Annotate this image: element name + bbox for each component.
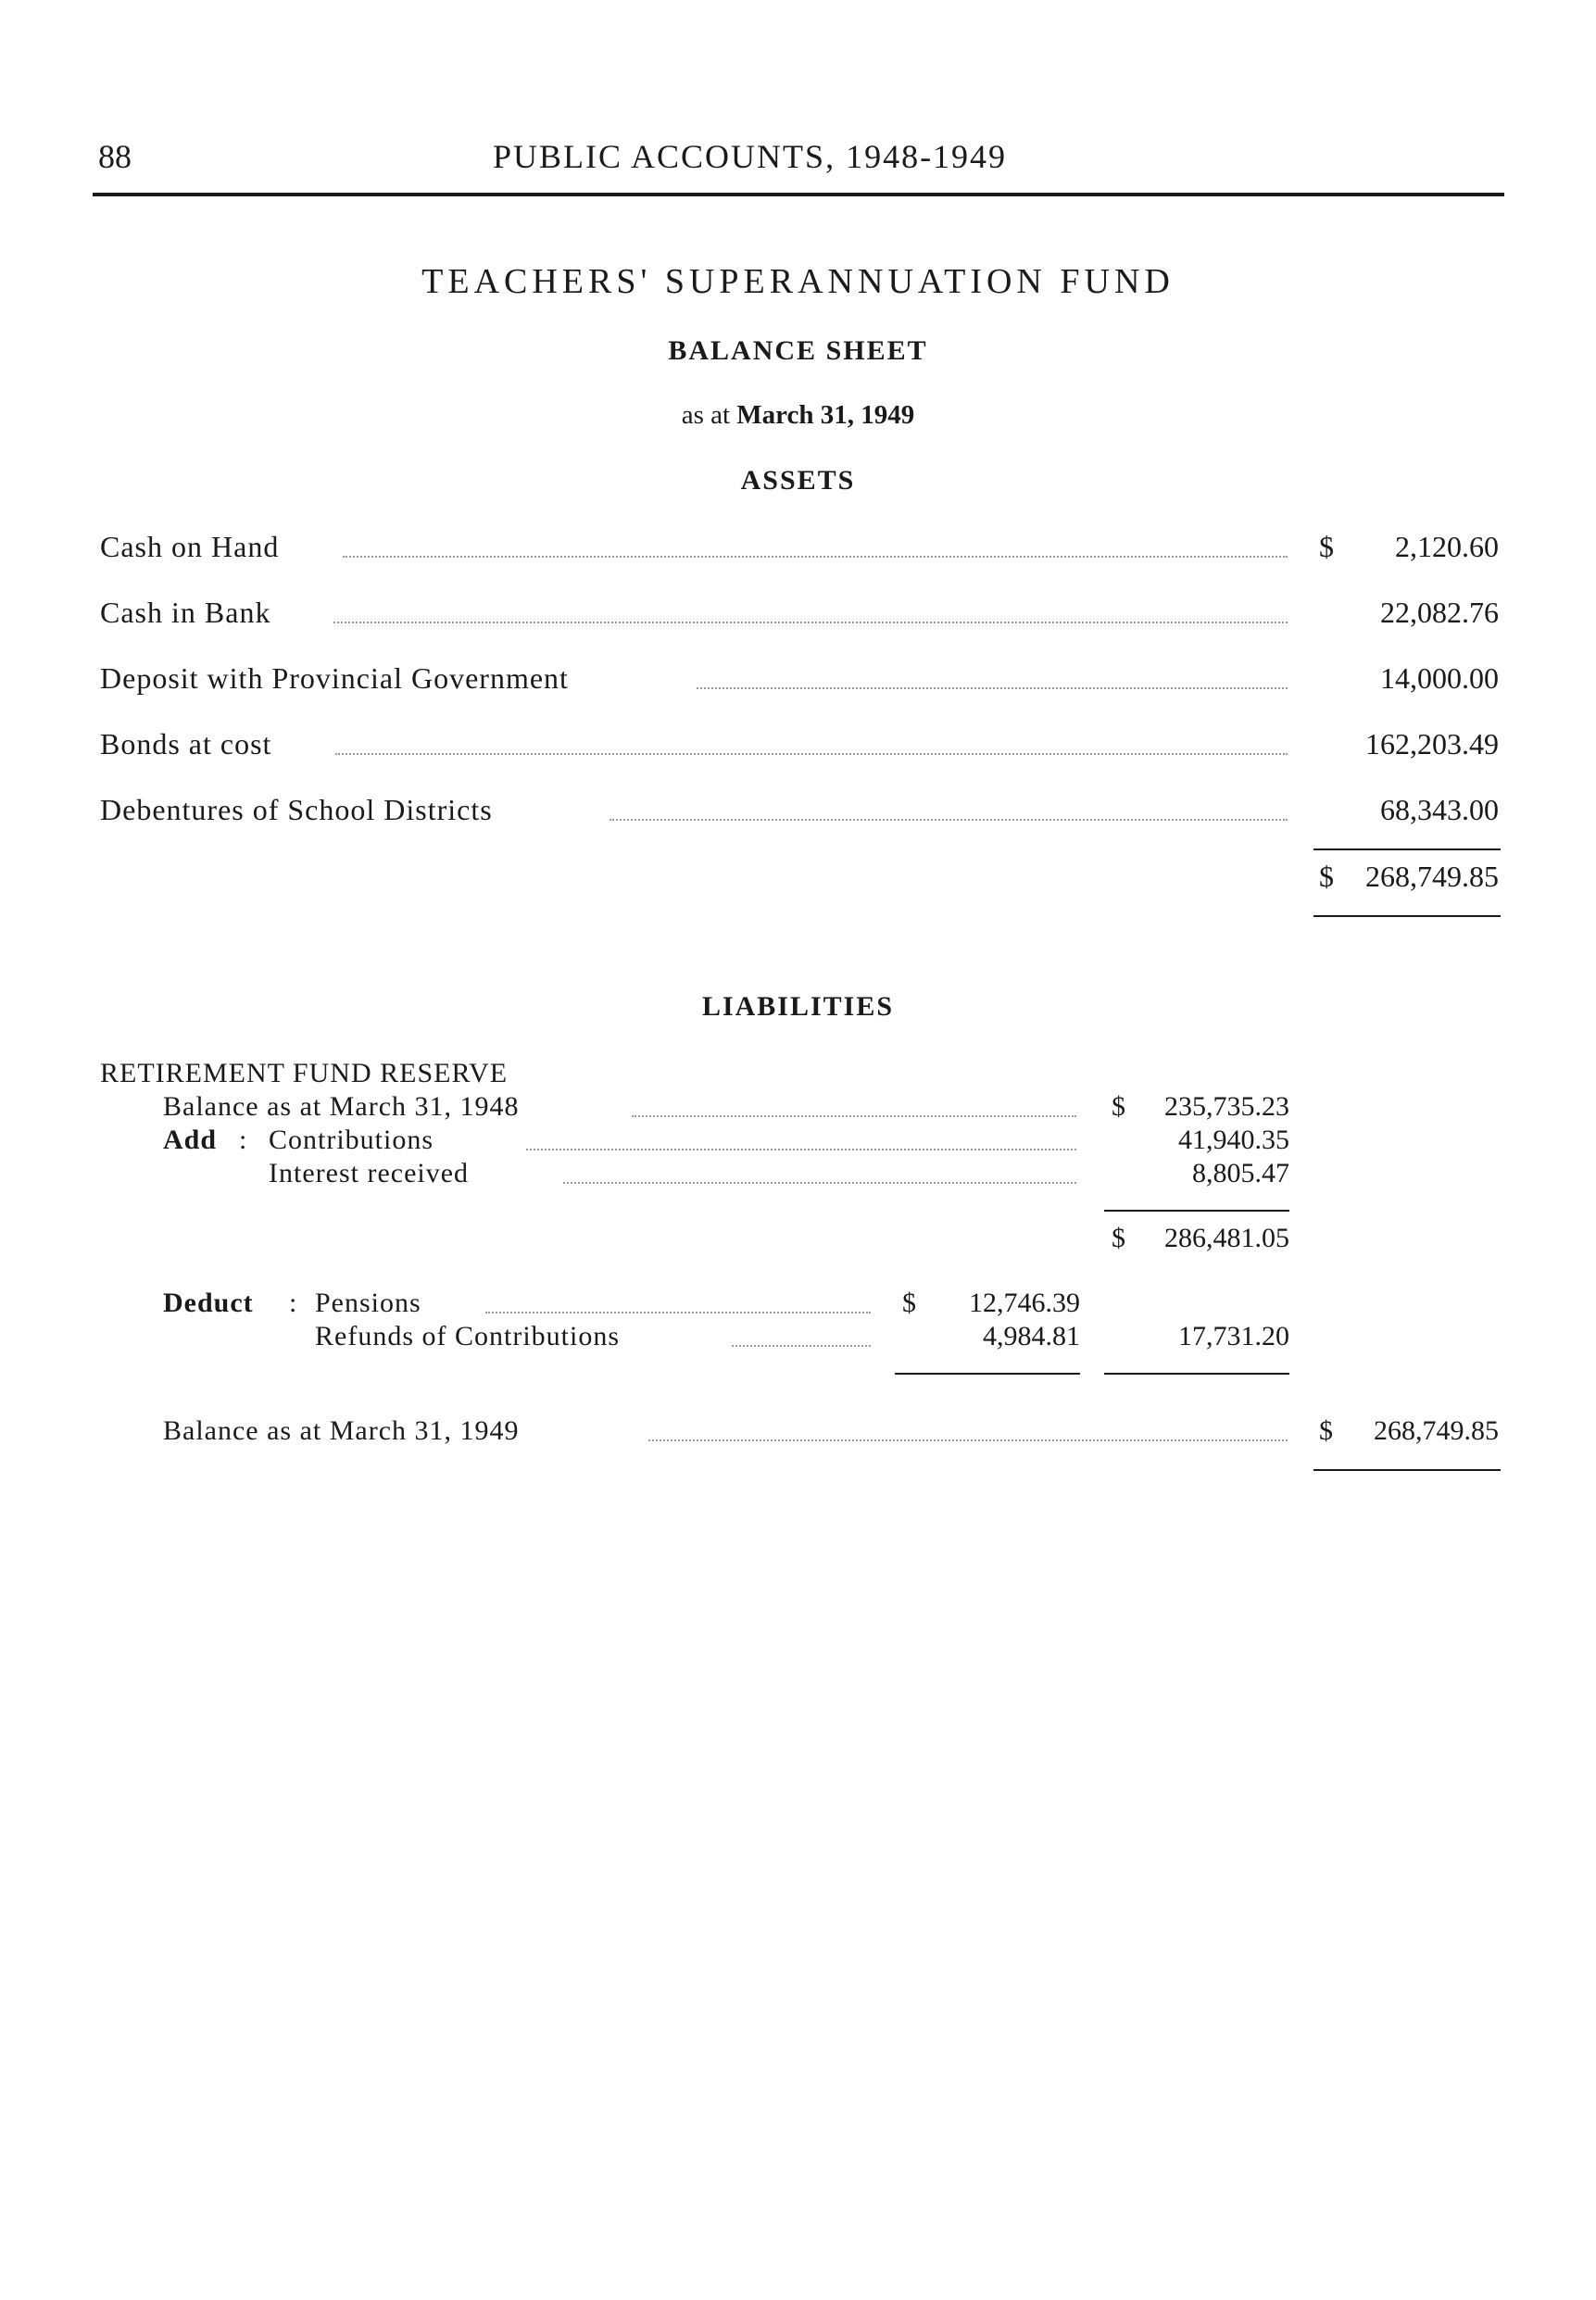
add-item-label: Contributions (269, 1125, 434, 1155)
assets-heading: ASSETS (740, 465, 856, 496)
asset-label: Debentures of School Districts (100, 793, 493, 826)
currency-symbol: $ (1112, 1091, 1125, 1122)
asset-label: Cash on Hand (100, 530, 280, 563)
subtotal-row (0, 1223, 1596, 1256)
leader-dots (563, 1182, 1076, 1184)
leader-dots (632, 1115, 1076, 1117)
total-rule (1313, 848, 1501, 850)
asset-label: Bonds at cost (100, 727, 272, 760)
asset-amount: 68,343.00 (1380, 793, 1499, 826)
total-underline (1313, 915, 1501, 917)
currency-symbol: $ (1112, 1223, 1125, 1253)
deduct-total-rule (1104, 1373, 1289, 1375)
deduct-rule (895, 1373, 1080, 1375)
asset-label: Deposit with Provincial Government (100, 661, 569, 695)
reserve-heading: RETIREMENT FUND RESERVE (100, 1058, 509, 1088)
add-item-label: Interest received (269, 1158, 470, 1188)
page-number: 88 (98, 138, 132, 175)
subtotal-rule (1104, 1210, 1289, 1212)
statement-date (0, 400, 1596, 431)
asset-row (0, 596, 1596, 635)
header-rule (93, 193, 1504, 196)
leader-dots (333, 622, 1288, 623)
leader-dots (343, 556, 1288, 558)
deduct-colon: : (289, 1288, 298, 1318)
statement-title: BALANCE SHEET (668, 335, 928, 366)
closing-balance-amount: 268,749.85 (1374, 1415, 1499, 1446)
leader-dots (335, 753, 1288, 755)
add-colon: : (239, 1125, 248, 1155)
currency-symbol: $ (902, 1288, 916, 1318)
deduct-item-amount: 4,984.81 (983, 1321, 1080, 1351)
add-item-amount: 8,805.47 (1192, 1158, 1289, 1188)
asset-amount: 14,000.00 (1380, 661, 1499, 695)
deduct-total-amount: 17,731.20 (1178, 1321, 1289, 1351)
subtotal-amount: 286,481.05 (1164, 1223, 1289, 1253)
leader-dots (526, 1149, 1076, 1150)
currency-symbol: $ (1319, 860, 1334, 893)
currency-symbol: $ (1319, 530, 1334, 563)
leader-dots (697, 687, 1288, 689)
date-value: March 31, 1949 (736, 400, 915, 430)
deduct-word: Deduct (163, 1288, 254, 1318)
add-row (0, 1158, 1596, 1191)
asset-amount: 22,082.76 (1380, 596, 1499, 629)
leader-dots (648, 1439, 1288, 1441)
opening-balance-amount: 235,735.23 (1164, 1091, 1289, 1122)
opening-balance-row (0, 1091, 1596, 1125)
add-item-amount: 41,940.35 (1178, 1125, 1289, 1155)
running-title: PUBLIC ACCOUNTS, 1948-1949 (493, 138, 1008, 175)
asset-row (0, 661, 1596, 700)
asset-row (0, 530, 1596, 569)
fund-title: TEACHERS' SUPERANNUATION FUND (421, 262, 1175, 301)
leader-dots (485, 1312, 871, 1313)
deduct-item-amount: 12,746.39 (969, 1288, 1080, 1318)
closing-balance-row (0, 1415, 1596, 1449)
deduct-row (0, 1288, 1596, 1321)
assets-total-row (0, 860, 1596, 899)
asset-label: Cash in Bank (100, 596, 271, 629)
reserve-heading-row (0, 1058, 1596, 1091)
assets-total: 268,749.85 (1365, 860, 1499, 893)
asset-row (0, 793, 1596, 832)
asset-row (0, 727, 1596, 766)
closing-balance-label: Balance as at March 31, 1949 (163, 1415, 520, 1446)
opening-balance-label: Balance as at March 31, 1948 (163, 1091, 520, 1122)
currency-symbol: $ (1319, 1415, 1333, 1446)
deduct-item-label: Refunds of Contributions (315, 1321, 620, 1351)
closing-underline (1313, 1469, 1501, 1471)
leader-dots (609, 819, 1288, 821)
asset-amount: 2,120.60 (1395, 530, 1499, 563)
liabilities-heading: LIABILITIES (701, 991, 895, 1022)
add-word: Add (163, 1125, 218, 1155)
deduct-item-label: Pensions (315, 1288, 421, 1318)
deduct-row (0, 1321, 1596, 1354)
leader-dots (732, 1345, 871, 1347)
add-row (0, 1125, 1596, 1158)
asset-amount: 162,203.49 (1365, 727, 1499, 760)
date-prefix: as at (681, 400, 731, 430)
